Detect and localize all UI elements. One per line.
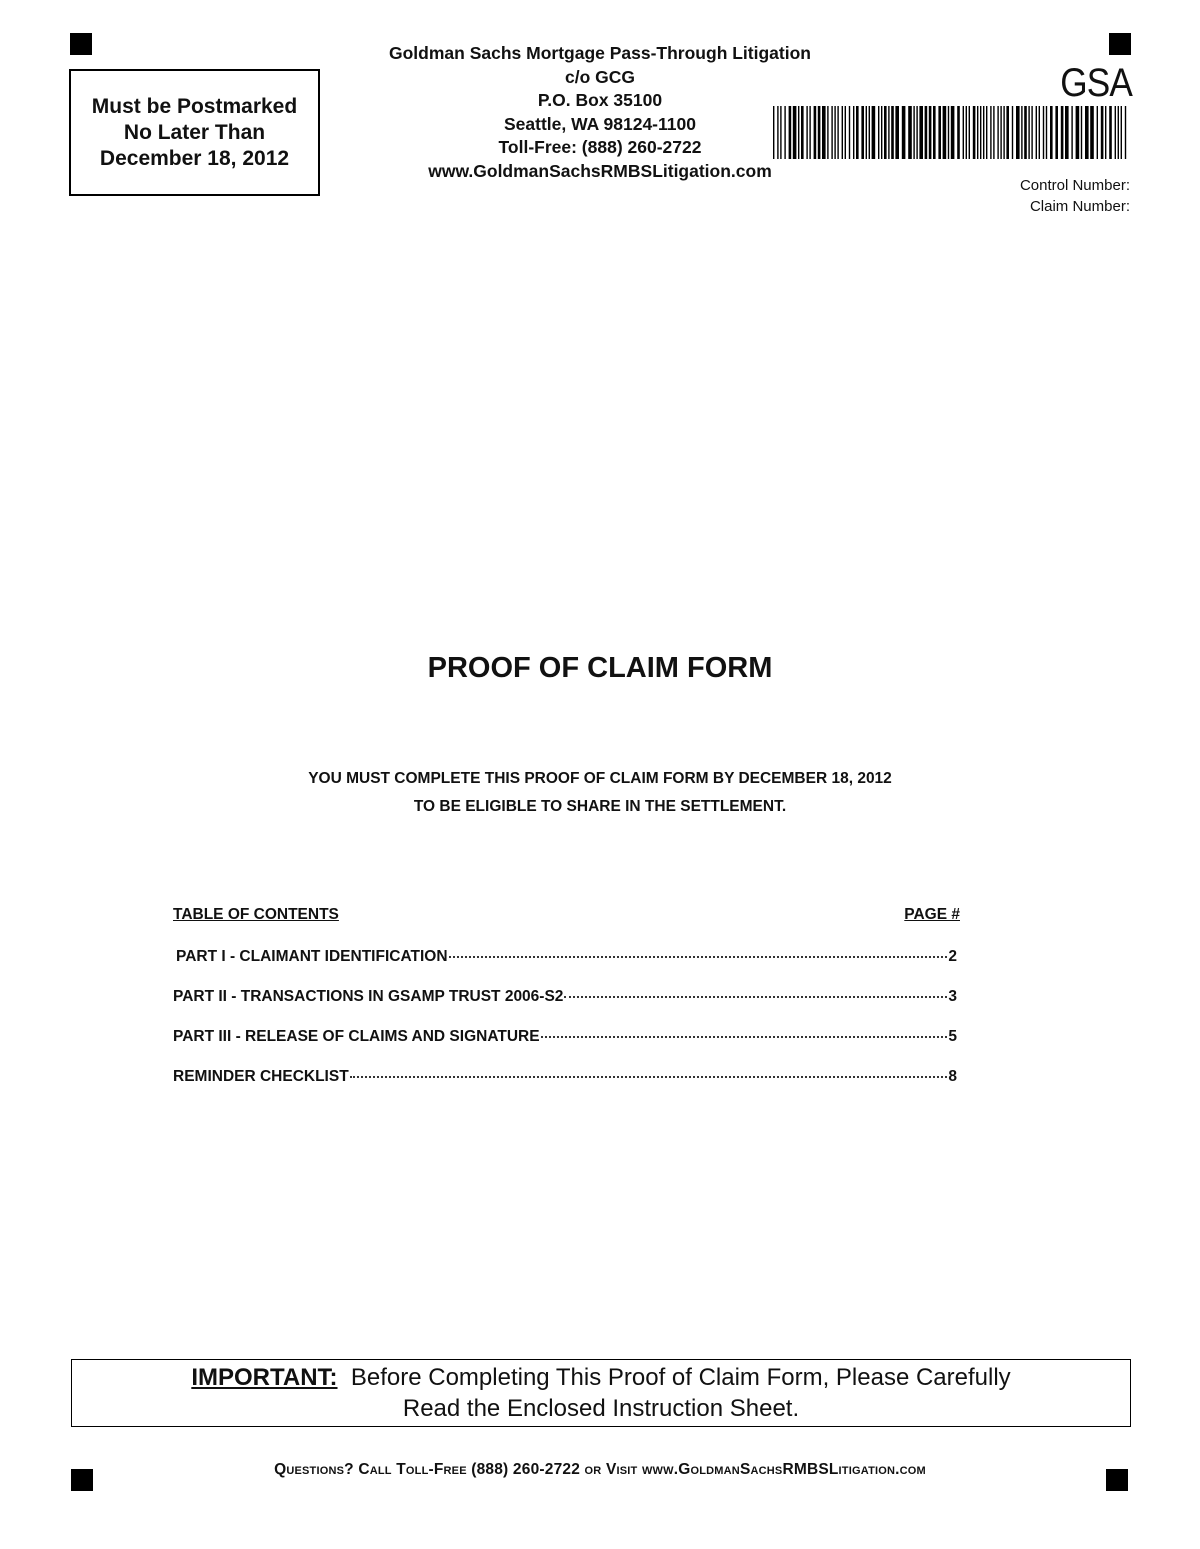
- registration-mark-top-left: [70, 33, 92, 55]
- toc-entry: [173, 1068, 957, 1086]
- toc-header: [173, 906, 960, 926]
- toc-entry-label: PART III - RELEASE OF CLAIMS AND SIGNATURE: [173, 1028, 540, 1045]
- important-notice-box: [71, 1359, 1131, 1427]
- important-text-1: Before Completing This Proof of Claim Form, Please Carefully: [350, 1364, 1011, 1391]
- toc-entry-page: 5: [948, 1028, 957, 1045]
- footer-contact: Questions? Call Toll-Free (888) 260-2722 or Visit www.GoldmanSachsRMBSLitigation.com: [274, 1461, 926, 1478]
- toll-free-phone: Toll-Free: (888) 260-2722: [498, 137, 702, 157]
- toc-dot-leader: [541, 1035, 948, 1038]
- toc-entry-page: 8: [948, 1068, 957, 1085]
- registration-mark-top-right: [1109, 33, 1131, 55]
- toc-entry: [173, 988, 957, 1006]
- barcode-image: [773, 106, 1129, 159]
- toc-entry-label: PART I - CLAIMANT IDENTIFICATION: [176, 948, 448, 965]
- toc-heading: TABLE OF CONTENTS: [173, 906, 339, 923]
- toc-entry-label: REMINDER CHECKLIST: [173, 1068, 349, 1085]
- toc-entry: [173, 948, 957, 966]
- care-of: c/o GCG: [564, 66, 635, 87]
- toc-entry-page: 2: [948, 948, 957, 965]
- table-of-contents: [173, 906, 960, 1086]
- postmark-deadline-box: [69, 69, 320, 196]
- deadline-notice: [0, 765, 1200, 821]
- form-code: GSA: [1060, 61, 1132, 105]
- postmark-line-2: No Later Than: [123, 120, 266, 144]
- important-label: IMPORTANT:: [191, 1364, 338, 1391]
- po-box: P.O. Box 35100: [537, 90, 663, 110]
- postmark-line-1: Must be Postmarked: [91, 94, 298, 118]
- toc-dot-leader: [564, 995, 947, 998]
- toc-dot-leader: [449, 955, 948, 958]
- claim-number-label: Claim Number:: [1029, 198, 1130, 215]
- postmark-line-3: December 18, 2012: [99, 146, 290, 170]
- deadline-line-2: TO BE ELIGIBLE TO SHARE IN THE SETTLEMENT.: [413, 798, 787, 815]
- organization-name: Goldman Sachs Mortgage Pass-Through Litigation: [389, 43, 811, 63]
- important-text-2: Read the Enclosed Instruction Sheet.: [402, 1395, 800, 1422]
- form-title: PROOF OF CLAIM FORM: [427, 652, 773, 684]
- website-link[interactable]: www.GoldmanSachsRMBSLitigation.com: [428, 160, 772, 181]
- toc-page-heading: PAGE #: [904, 906, 960, 923]
- important-line-1: [191, 1362, 1010, 1393]
- toc-entry-page: 3: [948, 988, 957, 1005]
- toc-dot-leader: [350, 1075, 948, 1078]
- identifier-labels: [1020, 175, 1130, 217]
- control-number-label: Control Number:: [1019, 177, 1130, 194]
- toc-entry: [173, 1028, 957, 1046]
- toc-entry-label: PART II - TRANSACTIONS IN GSAMP TRUST 2006-S2: [173, 988, 564, 1005]
- city-state-zip: Seattle, WA 98124-1100: [504, 113, 696, 134]
- deadline-line-1: YOU MUST COMPLETE THIS PROOF OF CLAIM FORM BY DECEMBER 18, 2012: [308, 770, 892, 787]
